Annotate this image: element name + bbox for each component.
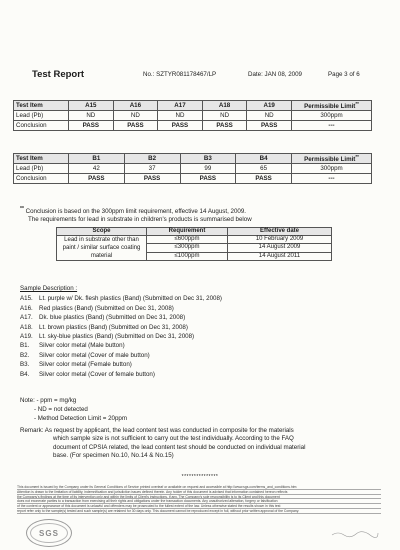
note-mark: ** [20,206,24,212]
table-cell: 300ppm [292,164,372,174]
table-cell: Conclusion [14,121,69,131]
table-cell: 300ppm [292,111,372,121]
sample-code: A15. [20,295,33,303]
sample-text: Silver color metal (Cover of male button) [39,351,150,359]
header-cell: A19 [247,101,292,111]
scope-cell: Lead in substrate other than paint / similar surface coating material [57,236,147,261]
table-cell: 10 February 2009 [228,236,332,244]
sample-code: A17. [20,314,33,322]
header-cell [292,154,372,164]
table-header-row [14,154,372,164]
list-item [20,370,380,379]
sample-code: B3. [20,361,30,369]
report-number: No.: SZTYR081178467/LP [143,71,217,78]
fine-print-line: of the content or appearance of this document is unlawful and offenders may be prosecuted to the fullest extent of the law. Unless otherwise stated the results shown in this test [17,504,381,509]
header-cell: B4 [236,154,292,164]
table-cell: 14 August 2009 [228,244,332,252]
seal-inner-ring [30,523,68,543]
sample-code: A18. [20,323,33,331]
header-cell: Requirement [147,228,228,236]
header-cell: A18 [202,101,247,111]
table-row [57,236,332,244]
remark [20,427,370,461]
note-line: The requirements for lead in substrate in children's products is summarised below [28,216,252,224]
table-cell: PASS [202,121,247,131]
list-item [20,294,380,303]
sample-code: B2. [20,351,30,359]
sample-text: Lt. brown plastics (Band) (Submitted on Dec 31, 2008) [39,323,188,331]
list-item [20,323,380,332]
units-note [20,397,127,423]
table-cell: Lead (Pb) [14,111,69,121]
report-date: Date: JAN 08, 2009 [248,71,303,78]
limit-header-label: Permissible Limit [304,103,356,111]
table-cell: ND [113,111,158,121]
limit-footnote-mark: ** [355,154,359,159]
header-cell: A17 [158,101,203,111]
table-cell: PASS [124,174,180,184]
remark-line: document of CPSIA related, the lead content test should be conducted on individual material [53,443,306,451]
list-item [20,304,380,313]
sample-description [20,284,380,379]
header-cell: Effective date [228,228,332,236]
list-item [20,351,380,360]
table-cell: PASS [236,174,292,184]
table-cell: ND [158,111,203,121]
report-title: Test Report [32,69,85,80]
table-cell: PASS [69,174,125,184]
note-line [20,205,380,216]
table-row [14,174,372,184]
sample-code: B4. [20,370,30,378]
header-cell: B3 [180,154,236,164]
table-cell: 65 [236,164,292,174]
table-cell: ≤600ppm [147,236,228,244]
header-cell: A16 [113,101,158,111]
remark-line: base. (For specimen No.10, No.14 & No.15) [53,452,174,460]
remark-line: Remark: As request by applicant, the lead content test was conducted in composite for the materials [20,427,294,434]
sample-text: Silver color metal (Cover of female button) [39,370,155,378]
page-number: Page 3 of 6 [328,71,360,78]
header-cell: Test Item [14,101,69,111]
table-cell: 42 [69,164,125,174]
fine-print-line: does not exonerate parties to a transaction from exercising all their rights and obligations under the transaction documents. Any unauthorized alteration, forgery or falsification [17,499,381,504]
note-line: - ND = not detected [34,405,88,413]
fine-print-line: the Company's findings at the time of its intervention only and within the limits of Client's instructions, if any. The Company's sole responsibility is to its Client and this document [17,495,381,500]
table-cell: 37 [124,164,180,174]
table-cell: ND [247,111,292,121]
sample-code: A16. [20,304,33,312]
table-cell: ND [202,111,247,121]
list-item [20,360,380,369]
sample-text: Dk. blue plastics (Band) (Submitted on Dec 31, 2008) [39,314,186,322]
results-table-a [13,100,372,131]
table-cell: 99 [180,164,236,174]
list-item [20,332,380,341]
list-item [20,341,380,350]
fine-print-line: This document is issued by the Company under its General Conditions of Service printed overleaf or available on request and accessible at http://www.sgs.com/terms_and_conditions.htm [17,485,381,490]
fine-print [17,485,381,514]
table-cell: ≤300ppm [147,244,228,252]
signature-mark-icon [330,530,380,538]
table-header-row [57,228,332,236]
sample-text: Red plastics (Band) (Submitted on Dec 31, 2008) [39,304,174,312]
sample-code: A19. [20,333,33,341]
table-cell: 14 August 2011 [228,252,332,260]
limit-footnote-mark: ** [355,101,359,106]
fine-print-line: report refer only to the sample(s) tested and such sample(s) are retained for 30 days only. This document cannot be reproduced except in full, without prior written approval of the Company. [17,509,381,514]
table-row [14,121,372,131]
limit-note [20,205,380,224]
scope-table [56,227,332,261]
table-header-row [14,101,372,111]
sample-text: Silver color metal (Female button) [39,361,132,369]
table-row [14,111,372,121]
header-cell: Test Item [14,154,69,164]
sample-description-title: Sample Description : [20,285,78,292]
header-cell: A15 [69,101,114,111]
header-cell: B2 [124,154,180,164]
header-cell [292,101,372,111]
sample-code: B1. [20,342,30,350]
header-cell: Scope [57,228,147,236]
header-cell: B1 [69,154,125,164]
table-cell: PASS [247,121,292,131]
table-cell: PASS [180,174,236,184]
table-cell: Lead (Pb) [14,164,69,174]
remark-line: which sample size is not sufficient to carry out the test individually. According to the FAQ [53,435,294,443]
table-cell: ≤100ppm [147,252,228,260]
note-line: - Method Detection Limit = 20ppm [34,414,128,422]
table-cell: ND [69,111,114,121]
sample-text: Silver color metal (Male button) [39,342,125,350]
table-cell: --- [292,121,372,131]
table-cell: PASS [69,121,114,131]
table-cell: --- [292,174,372,184]
table-row [14,164,372,174]
list-item [20,313,380,322]
fine-print-line: Attention is drawn to the limitation of liability, indemnification and jurisdiction issues defined therein. Any holder of this document is advised that information contained hereon reflects [17,490,381,495]
sample-text: Lt. purple w/ Dk. flesh plastics (Band) (Submitted on Dec 31, 2008) [39,295,222,303]
table-cell: Conclusion [14,174,69,184]
table-cell: PASS [158,121,203,131]
table-cell: PASS [113,121,158,131]
limit-header-label: Permissible Limit [304,156,356,164]
end-of-report-marker: *************** [181,474,219,480]
results-table-b [13,153,372,184]
sample-text: Lt. sky-blue plastics (Band) (Submitted on Dec 31, 2008) [39,333,195,341]
seal-text: SGS [39,528,59,538]
note-line: Note: - ppm = mg/kg [20,397,77,404]
note-text: Conclusion is based on the 300ppm limit requirement, effective 14 August, 2009. [25,208,247,216]
report-header [12,69,386,81]
